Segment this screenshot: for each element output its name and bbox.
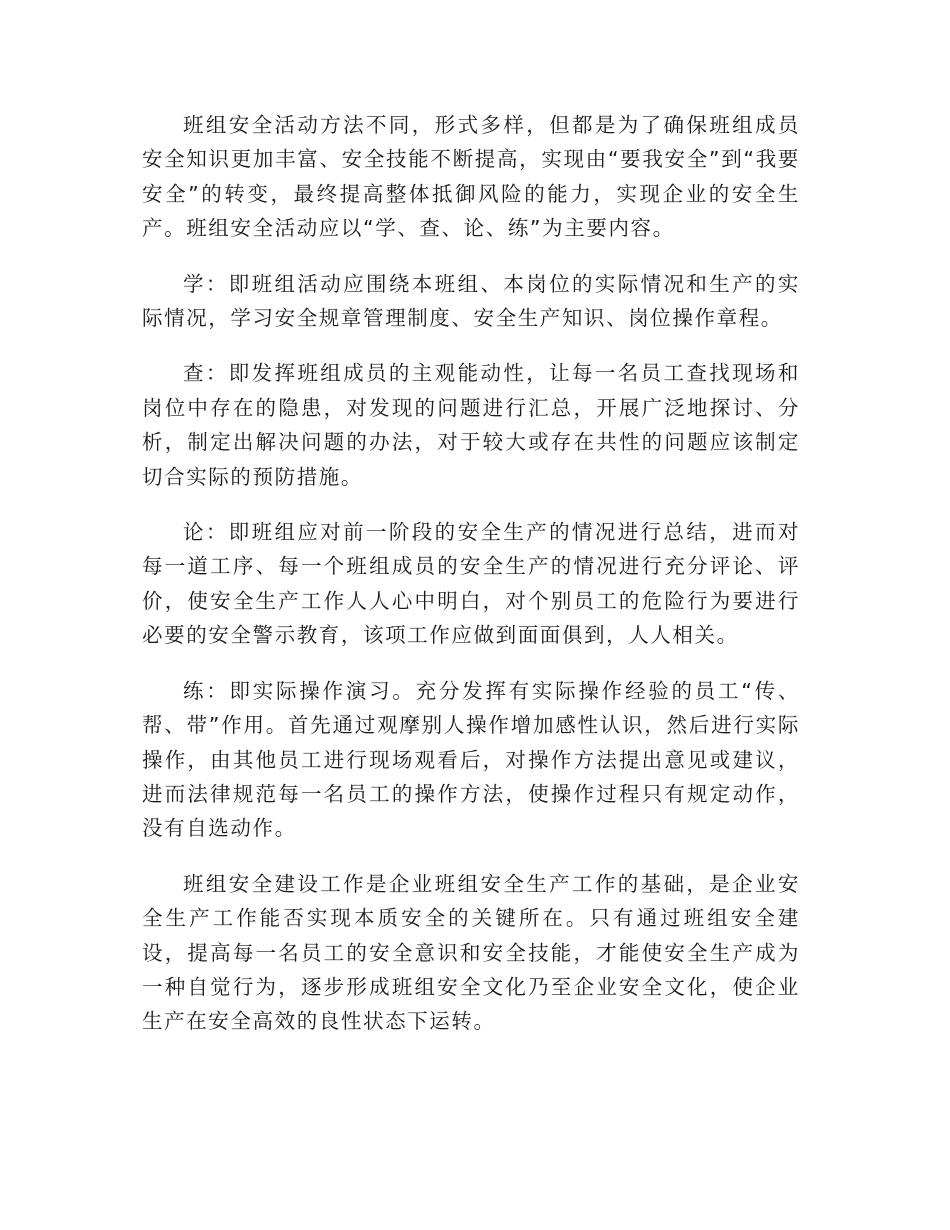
paragraph-practice: 练：即实际操作演习。充分发挥有实际操作经验的员工“传、帮、带”作用。首先通过观摩别人操作增加感性认识，然后进行实际操作，由其他员工进行现场观看后，对操作方法提出意见或建议，进而法律规范每一名员工的操作方法，使操作过程只有规定动作，没有自选动作。 xyxy=(142,678,800,841)
paragraph-conclusion: 班组安全建设工作是企业班组安全生产工作的基础，是企业安全生产工作能否实现本质安全的关键所在。只有通过班组安全建设，提高每一名员工的安全意识和安全技能，才能使安全生产成为一种自觉行为，逐步形成班组安全文化乃至企业安全文化，使企业生产在安全高效的良性状态下运转。 xyxy=(142,871,800,1034)
paragraph-discuss: 论：即班组应对前一阶段的安全生产的情况进行总结，进而对每一道工序、每一个班组成员的安全生产的情况进行充分评论、评价，使安全生产工作人人心中明白，对个别员工的危险行为要进行必要的安全警示教育，该项工作应做到面面俱到，人人相关。 xyxy=(142,520,800,648)
paragraph-intro: 班组安全活动方法不同，形式多样，但都是为了确保班组成员安全知识更加丰富、安全技能不断提高，实现由“要我安全”到“我要安全”的转变，最终提高整体抵御风险的能力，实现企业的安全生产。班组安全活动应以“学、查、论、练”为主要内容。 xyxy=(142,113,800,241)
paragraph-learn: 学：即班组活动应围绕本班组、本岗位的实际情况和生产的实际情况，学习安全规章管理制度、安全生产知识、岗位操作章程。 xyxy=(142,271,800,331)
paragraph-inspect: 查：即发挥班组成员的主观能动性，让每一名员工查找现场和岗位中存在的隐患，对发现的问题进行汇总，开展广泛地探讨、分析，制定出解决问题的办法，对于较大或存在共性的问题应该制定切合实际的预防措施。 xyxy=(142,361,800,489)
